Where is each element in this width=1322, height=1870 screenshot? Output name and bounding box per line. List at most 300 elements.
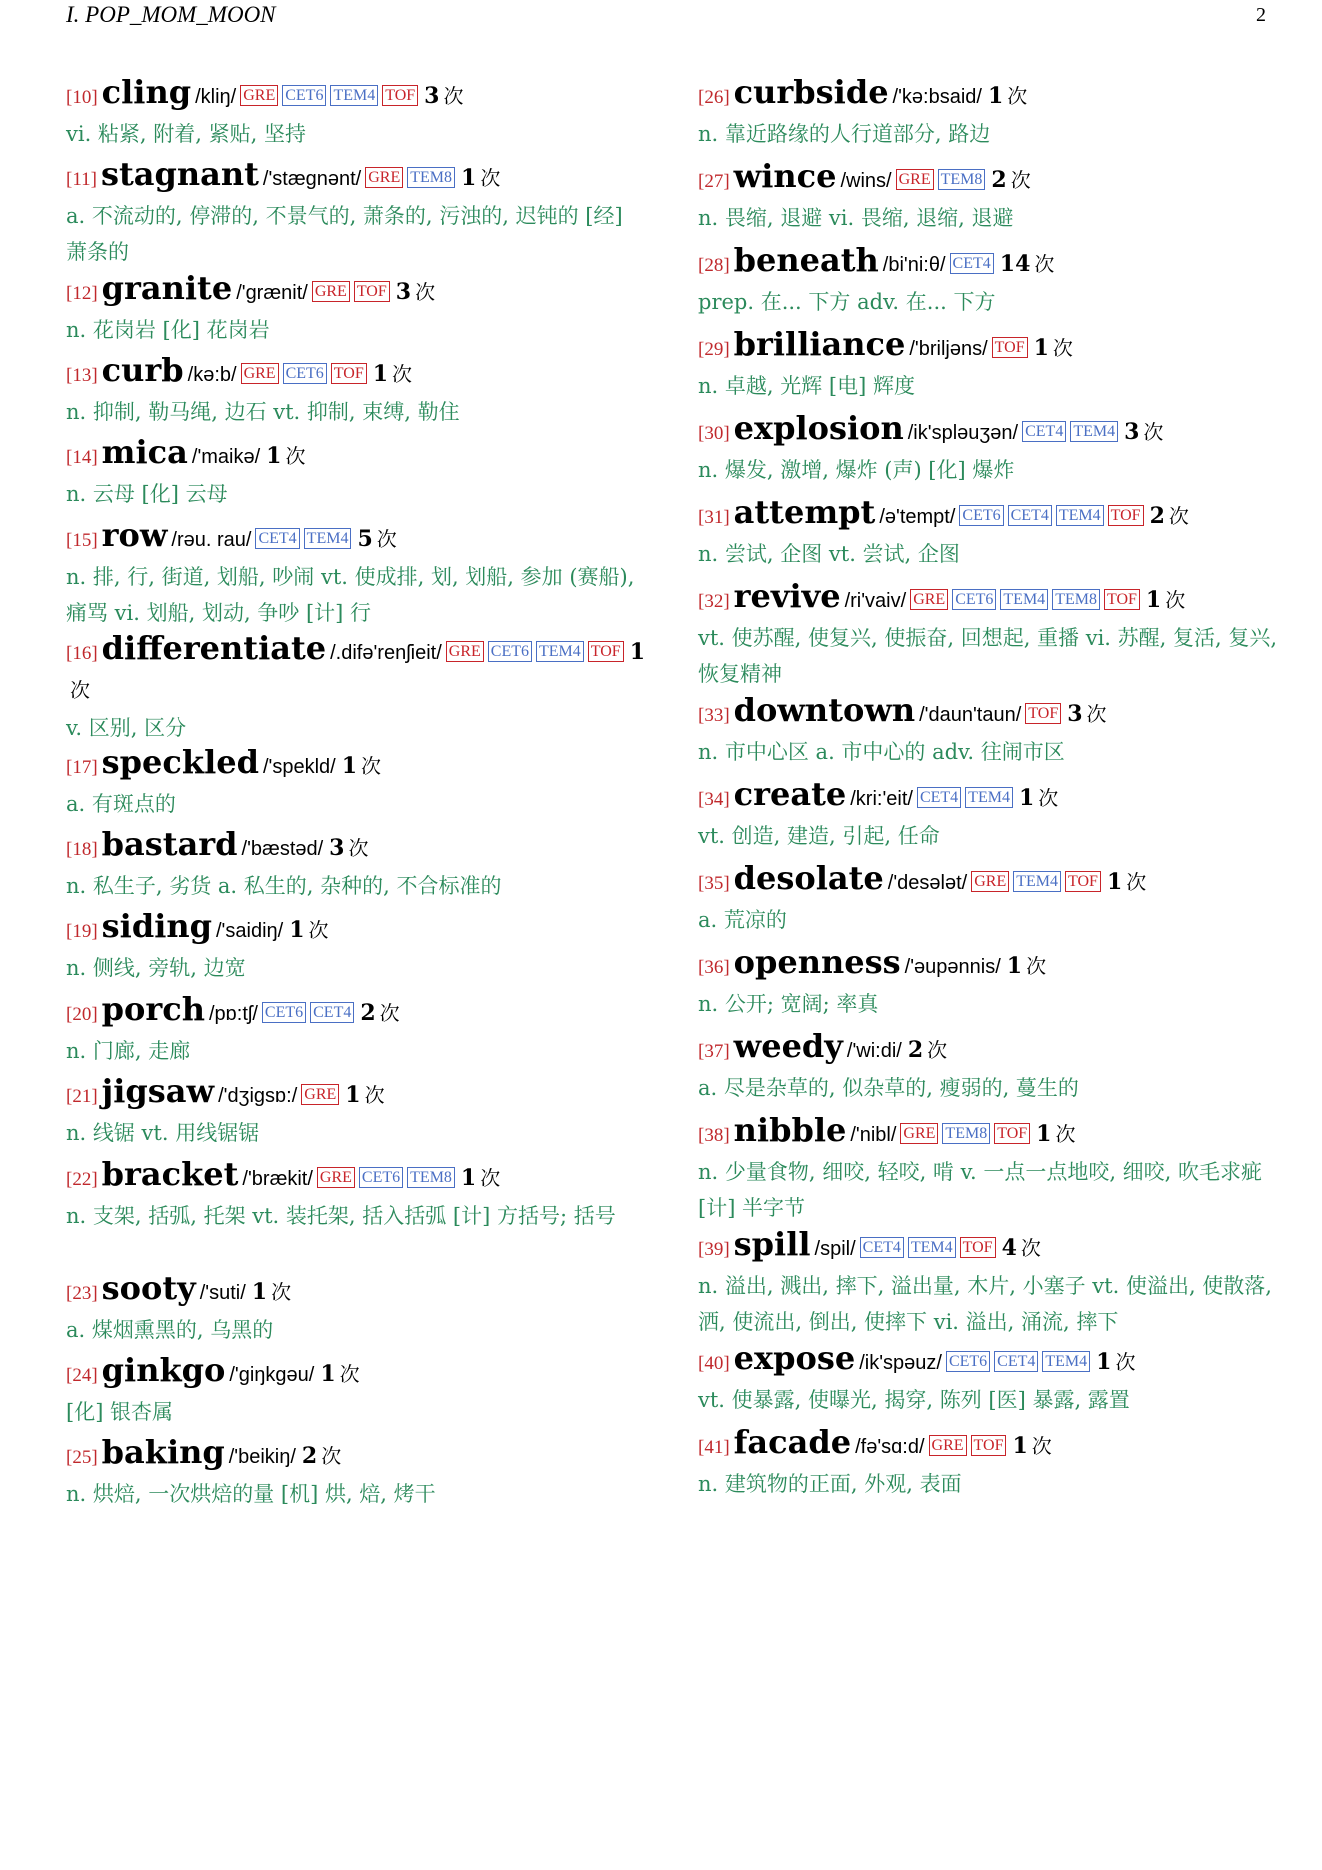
phonetic: /'əupənnis/ [904, 956, 1001, 978]
headword: differentiate [101, 629, 327, 667]
headword: bastard [101, 825, 238, 863]
exam-tag: TEM4 [330, 85, 378, 106]
definition: prep. 在... 下方 adv. 在... 下方 [698, 290, 996, 314]
phonetic: /'desələt/ [887, 872, 968, 894]
exam-tag: TOF [971, 1435, 1007, 1456]
phonetic: /'giŋkgəu/ [229, 1364, 315, 1386]
entry-headline [66, 630, 646, 710]
headword: expose [733, 1339, 856, 1377]
entry-index: [24] [66, 1365, 98, 1386]
exam-tag: TEM4 [965, 787, 1013, 808]
entry-headline [66, 156, 646, 198]
count-suffix: 次 [1055, 1122, 1076, 1146]
exam-tag: TEM8 [942, 1123, 990, 1144]
phonetic: /'bæstəd/ [241, 838, 324, 860]
definition: n. 公开; 宽阔; 率真 [698, 992, 879, 1016]
entry-index: [26] [698, 87, 730, 108]
entry-headline [698, 860, 1278, 902]
phonetic: /'spekld/ [262, 756, 336, 778]
frequency-count: 2 [991, 167, 1007, 193]
frequency-count: 2 [1149, 503, 1165, 529]
exam-tag: GRE [929, 1435, 967, 1456]
headword: baking [101, 1433, 225, 1471]
entry-index: [20] [66, 1004, 98, 1025]
word-entry [66, 1156, 646, 1234]
entry-index: [13] [66, 365, 98, 386]
exam-tag: GRE [365, 167, 403, 188]
entry-headline [698, 1028, 1278, 1070]
headword: attempt [733, 493, 876, 531]
exam-tag: CET6 [282, 85, 326, 106]
entry-index: [40] [698, 1353, 730, 1374]
frequency-count: 1 [1096, 1349, 1112, 1375]
exam-tag: TEM4 [1013, 871, 1061, 892]
phonetic: /ə'tempt/ [879, 506, 956, 528]
headword: nibble [733, 1111, 847, 1149]
frequency-count: 3 [395, 279, 412, 305]
exam-tag: CET6 [959, 505, 1003, 526]
definition: n. 靠近路缘的人行道部分, 路边 [698, 122, 991, 146]
exam-tag: TEM4 [1056, 505, 1104, 526]
exam-tag: CET4 [255, 528, 299, 549]
phonetic: /'brækit/ [242, 1168, 313, 1190]
entry-index: [36] [698, 957, 730, 978]
count-suffix: 次 [1034, 252, 1055, 276]
definition: n. 线锯 vt. 用线锯锯 [66, 1121, 260, 1145]
headword: stagnant [100, 155, 259, 193]
definition: n. 支架, 括弧, 托架 vt. 装托架, 括入括弧 [计] 方括号; 括号 [66, 1204, 616, 1228]
phonetic: /ik'spləuʒən/ [907, 422, 1019, 444]
phonetic: /'nibl/ [850, 1124, 897, 1146]
count-suffix: 次 [443, 84, 464, 108]
headword: sooty [101, 1269, 196, 1307]
count-suffix: 次 [480, 1166, 501, 1190]
headword: spill [733, 1225, 811, 1263]
phonetic: /'stægnənt/ [262, 168, 362, 190]
exam-tag: CET4 [994, 1351, 1038, 1372]
exam-tag: GRE [971, 871, 1009, 892]
exam-tag: CET4 [860, 1237, 904, 1258]
frequency-count: 1 [266, 443, 282, 469]
phonetic: /'saidiŋ/ [216, 920, 284, 942]
word-entry [698, 860, 1278, 938]
frequency-count: 3 [1124, 419, 1140, 445]
exam-tag: TEM8 [1052, 589, 1100, 610]
headword: downtown [733, 691, 916, 729]
phonetic: /kə:b/ [187, 364, 237, 386]
word-entry [66, 1270, 646, 1348]
frequency-count: 1 [1033, 335, 1049, 361]
entry-headline [66, 744, 646, 786]
exam-tag: TEM4 [1042, 1351, 1090, 1372]
exam-tag: TEM4 [536, 641, 584, 662]
phonetic: /'maikə/ [191, 446, 261, 468]
count-suffix: 次 [1143, 420, 1164, 444]
count-suffix: 次 [480, 166, 501, 190]
frequency-count: 14 [999, 251, 1031, 277]
headword: bracket [101, 1155, 239, 1193]
definition: a. 尽是杂草的, 似杂草的, 瘦弱的, 蔓生的 [698, 1076, 1079, 1100]
word-entry [698, 158, 1278, 236]
frequency-count: 3 [1067, 701, 1083, 727]
entry-index: [30] [698, 423, 730, 444]
word-entry [66, 744, 646, 822]
phonetic: /fə'sɑ:d/ [855, 1436, 925, 1458]
word-entry [66, 908, 646, 986]
frequency-count: 3 [329, 835, 345, 861]
entry-headline [66, 1073, 646, 1115]
page-number: 2 [1256, 3, 1266, 26]
count-suffix: 次 [415, 280, 436, 304]
frequency-count: 1 [1012, 1433, 1028, 1459]
entry-headline [698, 578, 1278, 620]
count-suffix: 次 [1168, 504, 1189, 528]
entry-index: [16] [66, 643, 98, 664]
count-suffix: 次 [1026, 954, 1047, 978]
definition: a. 有斑点的 [66, 792, 176, 816]
frequency-count: 2 [907, 1037, 924, 1063]
phonetic: /'daun'taun/ [919, 704, 1022, 726]
phonetic: /bi'ni:θ/ [882, 254, 946, 276]
entry-headline [66, 908, 646, 950]
phonetic: /'wi:di/ [846, 1040, 902, 1062]
definition: a. 煤烟熏黑的, 乌黑的 [66, 1318, 274, 1342]
frequency-count: 1 [1018, 785, 1035, 811]
entry-index: [22] [66, 1169, 98, 1190]
headword: speckled [101, 743, 259, 781]
count-suffix: 次 [927, 1038, 948, 1062]
entry-index: [19] [66, 921, 98, 942]
frequency-count: 5 [357, 526, 373, 552]
entry-index: [33] [698, 705, 730, 726]
entry-index: [39] [698, 1239, 730, 1260]
entry-index: [12] [66, 283, 98, 304]
headword: ginkgo [101, 1351, 226, 1389]
count-suffix: 次 [379, 1001, 400, 1025]
definition: a. 荒凉的 [698, 908, 787, 932]
exam-tag: TEM4 [1000, 589, 1048, 610]
exam-tag: CET6 [946, 1351, 990, 1372]
entry-index: [15] [66, 530, 98, 551]
entry-index: [17] [66, 757, 98, 778]
count-suffix: 次 [321, 1444, 342, 1468]
entry-headline [66, 1352, 646, 1394]
count-suffix: 次 [285, 444, 306, 468]
phonetic: /'suti/ [199, 1282, 246, 1304]
definition: n. 市中心区 a. 市中心的 adv. 往闹市区 [698, 740, 1065, 764]
headword: create [733, 775, 847, 813]
exam-tag: CET6 [952, 589, 996, 610]
exam-tag: CET4 [1022, 421, 1066, 442]
entry-headline [66, 826, 646, 868]
word-entry [66, 517, 646, 631]
entry-headline [698, 1424, 1278, 1466]
headword: siding [101, 907, 212, 945]
count-suffix: 次 [1038, 786, 1059, 810]
entry-headline [66, 1434, 646, 1476]
exam-tag: GRE [317, 1167, 355, 1188]
exam-tag: TOF [1065, 871, 1101, 892]
phonetic: /pɒ:tʃ/ [208, 1003, 258, 1025]
exam-tag: CET6 [488, 641, 532, 662]
headword: revive [733, 577, 841, 615]
phonetic: /rəu. rau/ [171, 529, 252, 551]
definition: n. 畏缩, 退避 vi. 畏缩, 退缩, 退避 [698, 206, 1014, 230]
frequency-count: 1 [320, 1361, 336, 1387]
count-suffix: 次 [1086, 702, 1107, 726]
headword: wince [733, 157, 837, 195]
entry-headline [698, 1340, 1278, 1382]
headword: row [101, 516, 168, 554]
word-entry [698, 1028, 1278, 1106]
headword: cling [101, 73, 192, 111]
exam-tag: TOF [1104, 589, 1140, 610]
count-suffix: 次 [1165, 588, 1186, 612]
frequency-count: 1 [341, 753, 358, 779]
frequency-count: 1 [629, 639, 646, 665]
definition: n. 建筑物的正面, 外观, 表面 [698, 1472, 962, 1496]
exam-tag: TOF [1025, 703, 1061, 724]
headword: porch [101, 990, 205, 1028]
phonetic: /wins/ [840, 170, 892, 192]
count-suffix: 次 [1007, 84, 1028, 108]
entry-index: [38] [698, 1125, 730, 1146]
frequency-count: 1 [461, 165, 477, 191]
entry-index: [37] [698, 1041, 730, 1062]
entry-headline [66, 352, 646, 394]
exam-tag: TOF [960, 1237, 996, 1258]
entry-headline [698, 158, 1278, 200]
word-entry [698, 1226, 1278, 1340]
entry-index: [28] [698, 255, 730, 276]
definition: n. 门廊, 走廊 [66, 1039, 191, 1063]
exam-tag: TEM8 [938, 169, 986, 190]
definition: n. 卓越, 光辉 [电] 辉度 [698, 374, 915, 398]
word-entry [66, 1073, 646, 1151]
exam-tag: TOF [354, 281, 390, 302]
count-suffix: 次 [361, 754, 382, 778]
headword: curbside [733, 73, 889, 111]
frequency-count: 4 [1001, 1235, 1017, 1261]
word-entry [698, 776, 1278, 854]
definition: n. 溢出, 溅出, 摔下, 溢出量, 木片, 小塞子 vt. 使溢出, 使散落, 洒, 使流出, 倒出, 使摔下 vi. 溢出, 涌流, 摔下 [698, 1274, 1272, 1334]
count-suffix: 次 [1020, 1236, 1041, 1260]
definition: n. 抑制, 勒马绳, 边石 vt. 抑制, 束缚, 勒住 [66, 400, 460, 424]
count-suffix: 次 [1031, 1434, 1052, 1458]
frequency-count: 1 [1006, 953, 1023, 979]
exam-tag: GRE [910, 589, 948, 610]
headword: curb [101, 351, 184, 389]
phonetic: /.difə'renʃieit/ [330, 642, 442, 664]
frequency-count: 2 [360, 1000, 376, 1026]
definition: n. 少量食物, 细咬, 轻咬, 啃 v. 一点一点地咬, 细咬, 吹毛求疵 [计] 半字节 [698, 1160, 1263, 1220]
entry-headline [698, 692, 1278, 734]
frequency-count: 1 [1036, 1121, 1052, 1147]
entry-headline [698, 494, 1278, 536]
definition: n. 花岗岩 [化] 花岗岩 [66, 318, 270, 342]
header-title: I. POP_MOM_MOON [66, 2, 276, 27]
definition: n. 侧线, 旁轨, 边宽 [66, 956, 246, 980]
exam-tag: CET4 [310, 1002, 354, 1023]
count-suffix: 次 [271, 1280, 292, 1304]
count-suffix: 次 [1052, 336, 1073, 360]
definition: n. 爆发, 激增, 爆炸 (声) [化] 爆炸 [698, 458, 1015, 482]
headword: weedy [733, 1027, 843, 1065]
headword: beneath [733, 241, 879, 279]
word-entry [66, 270, 646, 348]
definition: n. 云母 [化] 云母 [66, 482, 228, 506]
frequency-count: 3 [424, 83, 440, 109]
word-entry [66, 352, 646, 430]
frequency-count: 1 [1106, 869, 1123, 895]
word-entry [698, 74, 1278, 152]
entry-headline [66, 74, 646, 116]
exam-tag: TEM4 [908, 1237, 956, 1258]
count-suffix: 次 [308, 918, 329, 942]
word-entry [698, 410, 1278, 488]
phonetic: /spil/ [814, 1238, 856, 1260]
exam-tag: TEM4 [1070, 421, 1118, 442]
entry-headline [698, 326, 1278, 368]
page-header [66, 0, 1266, 30]
entry-index: [29] [698, 339, 730, 360]
word-entry [698, 1112, 1278, 1226]
headword: openness [733, 943, 901, 981]
word-entry [66, 991, 646, 1069]
frequency-count: 1 [1145, 587, 1162, 613]
exam-tag: TEM4 [304, 528, 352, 549]
exam-tag: TOF [994, 1123, 1030, 1144]
definition: n. 烘焙, 一次烘焙的量 [机] 烘, 焙, 烤干 [66, 1482, 436, 1506]
definition: vi. 粘紧, 附着, 紧贴, 坚持 [66, 122, 306, 146]
word-entry [66, 434, 646, 512]
count-suffix: 次 [376, 527, 397, 551]
word-entry [698, 578, 1278, 692]
phonetic: /'dʒigsɒ:/ [218, 1085, 298, 1107]
exam-tag: GRE [900, 1123, 938, 1144]
exam-tag: TEM8 [407, 1167, 455, 1188]
headword: jigsaw [101, 1072, 215, 1110]
count-suffix: 次 [1010, 168, 1031, 192]
entry-index: [41] [698, 1437, 730, 1458]
headword: granite [101, 269, 233, 307]
headword: mica [101, 433, 188, 471]
count-suffix: 次 [339, 1362, 360, 1386]
entry-index: [11] [66, 169, 97, 190]
exam-tag: GRE [896, 169, 934, 190]
entry-index: [14] [66, 447, 98, 468]
count-suffix: 次 [1115, 1350, 1136, 1374]
word-entry [698, 1340, 1278, 1418]
exam-tag: TEM8 [407, 167, 455, 188]
exam-tag: GRE [446, 641, 484, 662]
frequency-count: 2 [301, 1443, 318, 1469]
definition: n. 排, 行, 街道, 划船, 吵闹 vt. 使成排, 划, 划船, 参加 (赛船), 痛骂 vi. 划船, 划动, 争吵 [计] 行 [66, 565, 635, 625]
entry-headline [698, 944, 1278, 986]
entry-index: [27] [698, 171, 730, 192]
exam-tag: CET4 [917, 787, 961, 808]
phonetic: /ik'spəuz/ [859, 1352, 942, 1374]
entry-index: [10] [66, 87, 98, 108]
headword: explosion [733, 409, 904, 447]
exam-tag: TOF [382, 85, 418, 106]
entry-headline [66, 434, 646, 476]
phonetic: /kliŋ/ [195, 86, 237, 108]
count-suffix: 次 [364, 1083, 385, 1107]
word-entry [698, 242, 1278, 320]
definition: [化] 银杏属 [66, 1400, 174, 1424]
exam-tag: CET4 [1008, 505, 1052, 526]
definition: a. 不流动的, 停滞的, 不景气的, 萧条的, 污浊的, 迟钝的 [经] 萧条的 [66, 204, 623, 264]
phonetic: /ri'vaiv/ [844, 590, 907, 612]
phonetic: /'beikiŋ/ [228, 1446, 296, 1468]
entry-headline [698, 776, 1278, 818]
entry-index: [25] [66, 1447, 98, 1468]
phonetic: /'grænit/ [236, 282, 308, 304]
exam-tag: GRE [240, 85, 278, 106]
entry-index: [32] [698, 591, 730, 612]
frequency-count: 1 [289, 917, 305, 943]
exam-tag: CET6 [359, 1167, 403, 1188]
count-suffix: 次 [1126, 870, 1147, 894]
entry-headline [698, 410, 1278, 452]
exam-tag: GRE [312, 281, 350, 302]
word-entry [66, 1434, 646, 1512]
definition: n. 私生子, 劣货 a. 私生的, 杂种的, 不合标准的 [66, 874, 502, 898]
entry-headline [698, 242, 1278, 284]
word-entry [698, 692, 1278, 770]
entry-headline [698, 1226, 1278, 1268]
word-entry [698, 326, 1278, 404]
entry-headline [698, 74, 1278, 116]
count-suffix: 次 [70, 678, 90, 702]
word-entry [66, 74, 646, 152]
headword: facade [733, 1423, 852, 1461]
word-entry [66, 1352, 646, 1430]
entry-headline [66, 991, 646, 1033]
exam-tag: CET6 [283, 363, 327, 384]
entry-index: [31] [698, 507, 730, 528]
entry-headline [66, 270, 646, 312]
definition: vt. 使苏醒, 使复兴, 使振奋, 回想起, 重播 vi. 苏醒, 复活, 复兴, 恢复精神 [698, 626, 1278, 686]
word-entry [698, 1424, 1278, 1502]
entry-headline [66, 517, 646, 559]
entry-index: [35] [698, 873, 730, 894]
definition: vt. 创造, 建造, 引起, 任命 [698, 824, 940, 848]
phonetic: /'briljəns/ [909, 338, 988, 360]
frequency-count: 1 [251, 1279, 268, 1305]
word-entry [66, 826, 646, 904]
frequency-count: 1 [460, 1165, 477, 1191]
exam-tag: CET6 [262, 1002, 306, 1023]
word-entry [66, 156, 646, 270]
count-suffix: 次 [392, 362, 413, 386]
entry-headline [698, 1112, 1278, 1154]
entry-headline [66, 1270, 646, 1312]
headword: brilliance [733, 325, 906, 363]
exam-tag: CET4 [950, 253, 994, 274]
exam-tag: GRE [301, 1084, 339, 1105]
frequency-count: 1 [345, 1082, 361, 1108]
entry-index: [34] [698, 789, 730, 810]
frequency-count: 1 [372, 361, 389, 387]
exam-tag: GRE [241, 363, 279, 384]
phonetic: /'kə:bsaid/ [892, 86, 982, 108]
entry-index: [21] [66, 1086, 98, 1107]
exam-tag: TOF [588, 641, 624, 662]
exam-tag: TOF [992, 337, 1028, 358]
word-entry [698, 944, 1278, 1022]
